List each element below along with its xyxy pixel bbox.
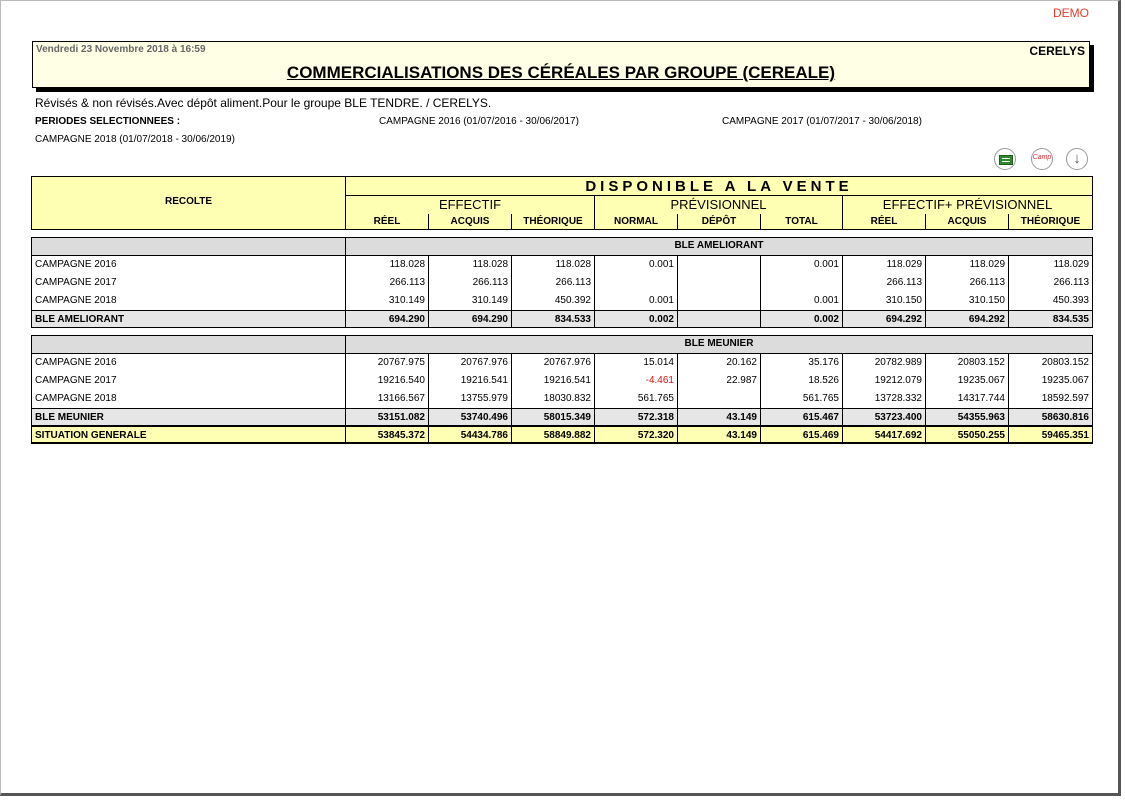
row-label: CAMPAGNE 2016 — [35, 259, 117, 270]
column-divider — [760, 256, 761, 328]
cell-value: 694.290 — [388, 314, 425, 325]
cell-value: 43.149 — [726, 430, 757, 441]
period-item: CAMPAGNE 2017 (01/07/2017 - 30/06/2018) — [722, 116, 922, 127]
cell-value: 59465.351 — [1041, 430, 1089, 441]
cell-value: 450.392 — [554, 295, 591, 306]
row-label: SITUATION GENERALE — [35, 430, 147, 441]
column-divider — [842, 256, 843, 328]
column-header: NORMAL — [614, 216, 658, 227]
table-row — [32, 256, 1092, 274]
group-header-effectif-previsionnel: EFFECTIF+ PRÉVISIONNEL — [882, 197, 1053, 212]
cell-value: 310.150 — [885, 295, 922, 306]
table-row — [32, 372, 1092, 390]
cell-value: 266.113 — [389, 277, 425, 288]
cell-value: 19216.541 — [460, 375, 508, 386]
section-body — [31, 354, 1093, 444]
cell-value: 310.149 — [388, 295, 425, 306]
column-divider — [345, 256, 346, 328]
disponible-header: DISPONIBLE A LA VENTE — [585, 178, 853, 195]
row-label: CAMPAGNE 2017 — [35, 277, 117, 288]
column-header: THÉORIQUE — [1020, 216, 1081, 227]
report-title-box — [32, 41, 1090, 88]
cell-value: 118.029 — [886, 259, 922, 270]
campaign-label: Camp — [1032, 154, 1052, 161]
column-divider — [760, 354, 761, 444]
cell-value: 20767.975 — [377, 357, 425, 368]
cell-value: 266.113 — [472, 277, 508, 288]
row-label: CAMPAGNE 2018 — [35, 393, 117, 404]
table-row — [32, 354, 1092, 372]
cell-value: 0.001 — [648, 295, 674, 306]
cell-value: 450.393 — [1052, 295, 1089, 306]
period-item: CAMPAGNE 2018 (01/07/2018 - 30/06/2019) — [35, 134, 235, 145]
company-name: CERELYS — [1029, 44, 1085, 58]
cell-value: 0.002 — [813, 314, 839, 325]
cell-value: 118.029 — [1053, 259, 1089, 270]
cell-value: 310.150 — [968, 295, 1005, 306]
cell-value: 0.001 — [648, 259, 674, 270]
cell-value: 20803.152 — [1041, 357, 1089, 368]
cell-value: 58630.816 — [1041, 412, 1089, 423]
cell-value: 19216.541 — [543, 375, 591, 386]
cell-value: 13166.567 — [377, 393, 425, 404]
column-header: RÉEL — [870, 216, 898, 227]
column-divider — [511, 256, 512, 328]
report-date: Vendredi 23 Novembre 2018 à 16:59 — [36, 44, 206, 55]
section-name: BLE AMELIORANT — [674, 240, 764, 251]
column-divider — [428, 354, 429, 444]
period-item: CAMPAGNE 2016 (01/07/2016 - 30/06/2017) — [379, 116, 579, 127]
recolte-header: RECOLTE — [164, 196, 213, 207]
row-label: BLE MEUNIER — [35, 412, 104, 423]
cell-value: 18592.597 — [1041, 393, 1089, 404]
section-body — [31, 256, 1093, 328]
demo-watermark: DEMO — [1053, 6, 1089, 20]
cell-value: 35.176 — [808, 357, 839, 368]
cell-value: 54434.786 — [460, 430, 508, 441]
cell-value: 561.765 — [802, 393, 839, 404]
table-row — [32, 274, 1092, 292]
cell-value: 834.533 — [554, 314, 591, 325]
subtotal-row — [32, 408, 1092, 426]
report-subtitle: Révisés & non révisés.Avec dépôt aliment.Pour le groupe BLE TENDRE. / CERELYS. — [35, 96, 492, 110]
cell-value: 53740.496 — [460, 412, 508, 423]
cell-value: 55050.255 — [957, 430, 1005, 441]
row-label: BLE AMELIORANT — [35, 314, 125, 325]
cell-value: 266.113 — [969, 277, 1005, 288]
cell-value: 20782.989 — [874, 357, 922, 368]
cell-value: 310.149 — [471, 295, 508, 306]
cell-value: 266.113 — [1053, 277, 1089, 288]
cell-value: 0.001 — [813, 295, 839, 306]
cell-value: 53151.082 — [377, 412, 425, 423]
cell-value: 615.469 — [802, 430, 839, 441]
column-divider — [677, 256, 678, 328]
arrow-down-icon: ↓ — [1073, 150, 1081, 167]
cell-value: 266.113 — [886, 277, 922, 288]
cell-value: 19235.067 — [957, 375, 1005, 386]
row-label: CAMPAGNE 2016 — [35, 357, 117, 368]
cell-value: 20803.152 — [957, 357, 1005, 368]
cell-value: 22.987 — [726, 375, 757, 386]
column-divider — [594, 354, 595, 444]
cell-value: 19235.067 — [1041, 375, 1089, 386]
column-header: TOTAL — [785, 216, 818, 227]
grid-icon — [999, 155, 1013, 165]
cell-value: 561.765 — [637, 393, 674, 404]
column-divider — [428, 256, 429, 328]
cell-value: 118.028 — [555, 259, 591, 270]
cell-value: 118.029 — [969, 259, 1005, 270]
column-divider — [345, 354, 346, 444]
cell-value: 14317.744 — [957, 393, 1005, 404]
column-divider — [1008, 256, 1009, 328]
cell-value: 572.320 — [637, 430, 674, 441]
row-label: CAMPAGNE 2018 — [35, 295, 117, 306]
cell-value: 834.535 — [1052, 314, 1089, 325]
cell-value: 53845.372 — [377, 430, 425, 441]
cell-value: 20767.976 — [460, 357, 508, 368]
column-divider — [842, 354, 843, 444]
row-label: CAMPAGNE 2017 — [35, 375, 117, 386]
cell-value: 694.292 — [968, 314, 1005, 325]
column-header: ACQUIS — [947, 216, 987, 227]
cell-value: 58015.349 — [543, 412, 591, 423]
cell-value: 694.292 — [885, 314, 922, 325]
column-header: THÉORIQUE — [523, 216, 583, 227]
section-name: BLE MEUNIER — [684, 338, 754, 349]
table-header — [31, 176, 1093, 230]
cell-value: 266.113 — [555, 277, 591, 288]
download-button[interactable] — [1066, 148, 1088, 170]
cell-value: 53723.400 — [874, 412, 922, 423]
cell-value: 54417.692 — [874, 430, 922, 441]
cell-value: -4.461 — [645, 375, 674, 386]
group-header-effectif: EFFECTIF — [438, 197, 502, 212]
section-header — [31, 335, 1093, 354]
cell-value: 0.002 — [648, 314, 674, 325]
cell-value: 13728.332 — [874, 393, 922, 404]
cell-value: 0.001 — [813, 259, 839, 270]
cell-value: 694.290 — [471, 314, 508, 325]
cell-value: 18030.832 — [543, 393, 591, 404]
cell-value: 19216.540 — [377, 375, 425, 386]
column-divider — [925, 354, 926, 444]
column-divider — [594, 256, 595, 328]
cell-value: 20767.976 — [543, 357, 591, 368]
grand-total-row — [32, 426, 1092, 444]
cell-value: 13755.979 — [460, 393, 508, 404]
cell-value: 43.149 — [726, 412, 757, 423]
cell-value: 58849.882 — [543, 430, 591, 441]
report-title: COMMERCIALISATIONS DES CÉRÉALES PAR GROUPE (CEREALE) — [286, 63, 836, 82]
column-divider — [511, 354, 512, 444]
table-row — [32, 292, 1092, 310]
subtotal-row — [32, 310, 1092, 328]
cell-value: 15.014 — [643, 357, 674, 368]
column-header: RÉEL — [373, 216, 401, 227]
group-header-previsionnel: PRÉVISIONNEL — [670, 197, 767, 212]
column-divider — [925, 256, 926, 328]
cell-value: 54355.963 — [957, 412, 1005, 423]
table-row — [32, 390, 1092, 408]
cell-value: 118.028 — [389, 259, 425, 270]
campaign-button[interactable] — [1031, 148, 1053, 170]
column-header: ACQUIS — [450, 216, 490, 227]
section-header — [31, 237, 1093, 256]
cell-value: 19212.079 — [874, 375, 922, 386]
cell-value: 118.028 — [472, 259, 508, 270]
grid-view-button[interactable] — [994, 148, 1016, 170]
cell-value: 18.526 — [808, 375, 839, 386]
column-header: DÉPÔT — [701, 216, 737, 227]
cell-value: 572.318 — [637, 412, 674, 423]
cell-value: 615.467 — [802, 412, 839, 423]
column-divider — [1008, 354, 1009, 444]
cell-value: 20.162 — [726, 357, 757, 368]
column-divider — [677, 354, 678, 444]
periods-label: PERIODES SELECTIONNEES : — [35, 116, 181, 127]
